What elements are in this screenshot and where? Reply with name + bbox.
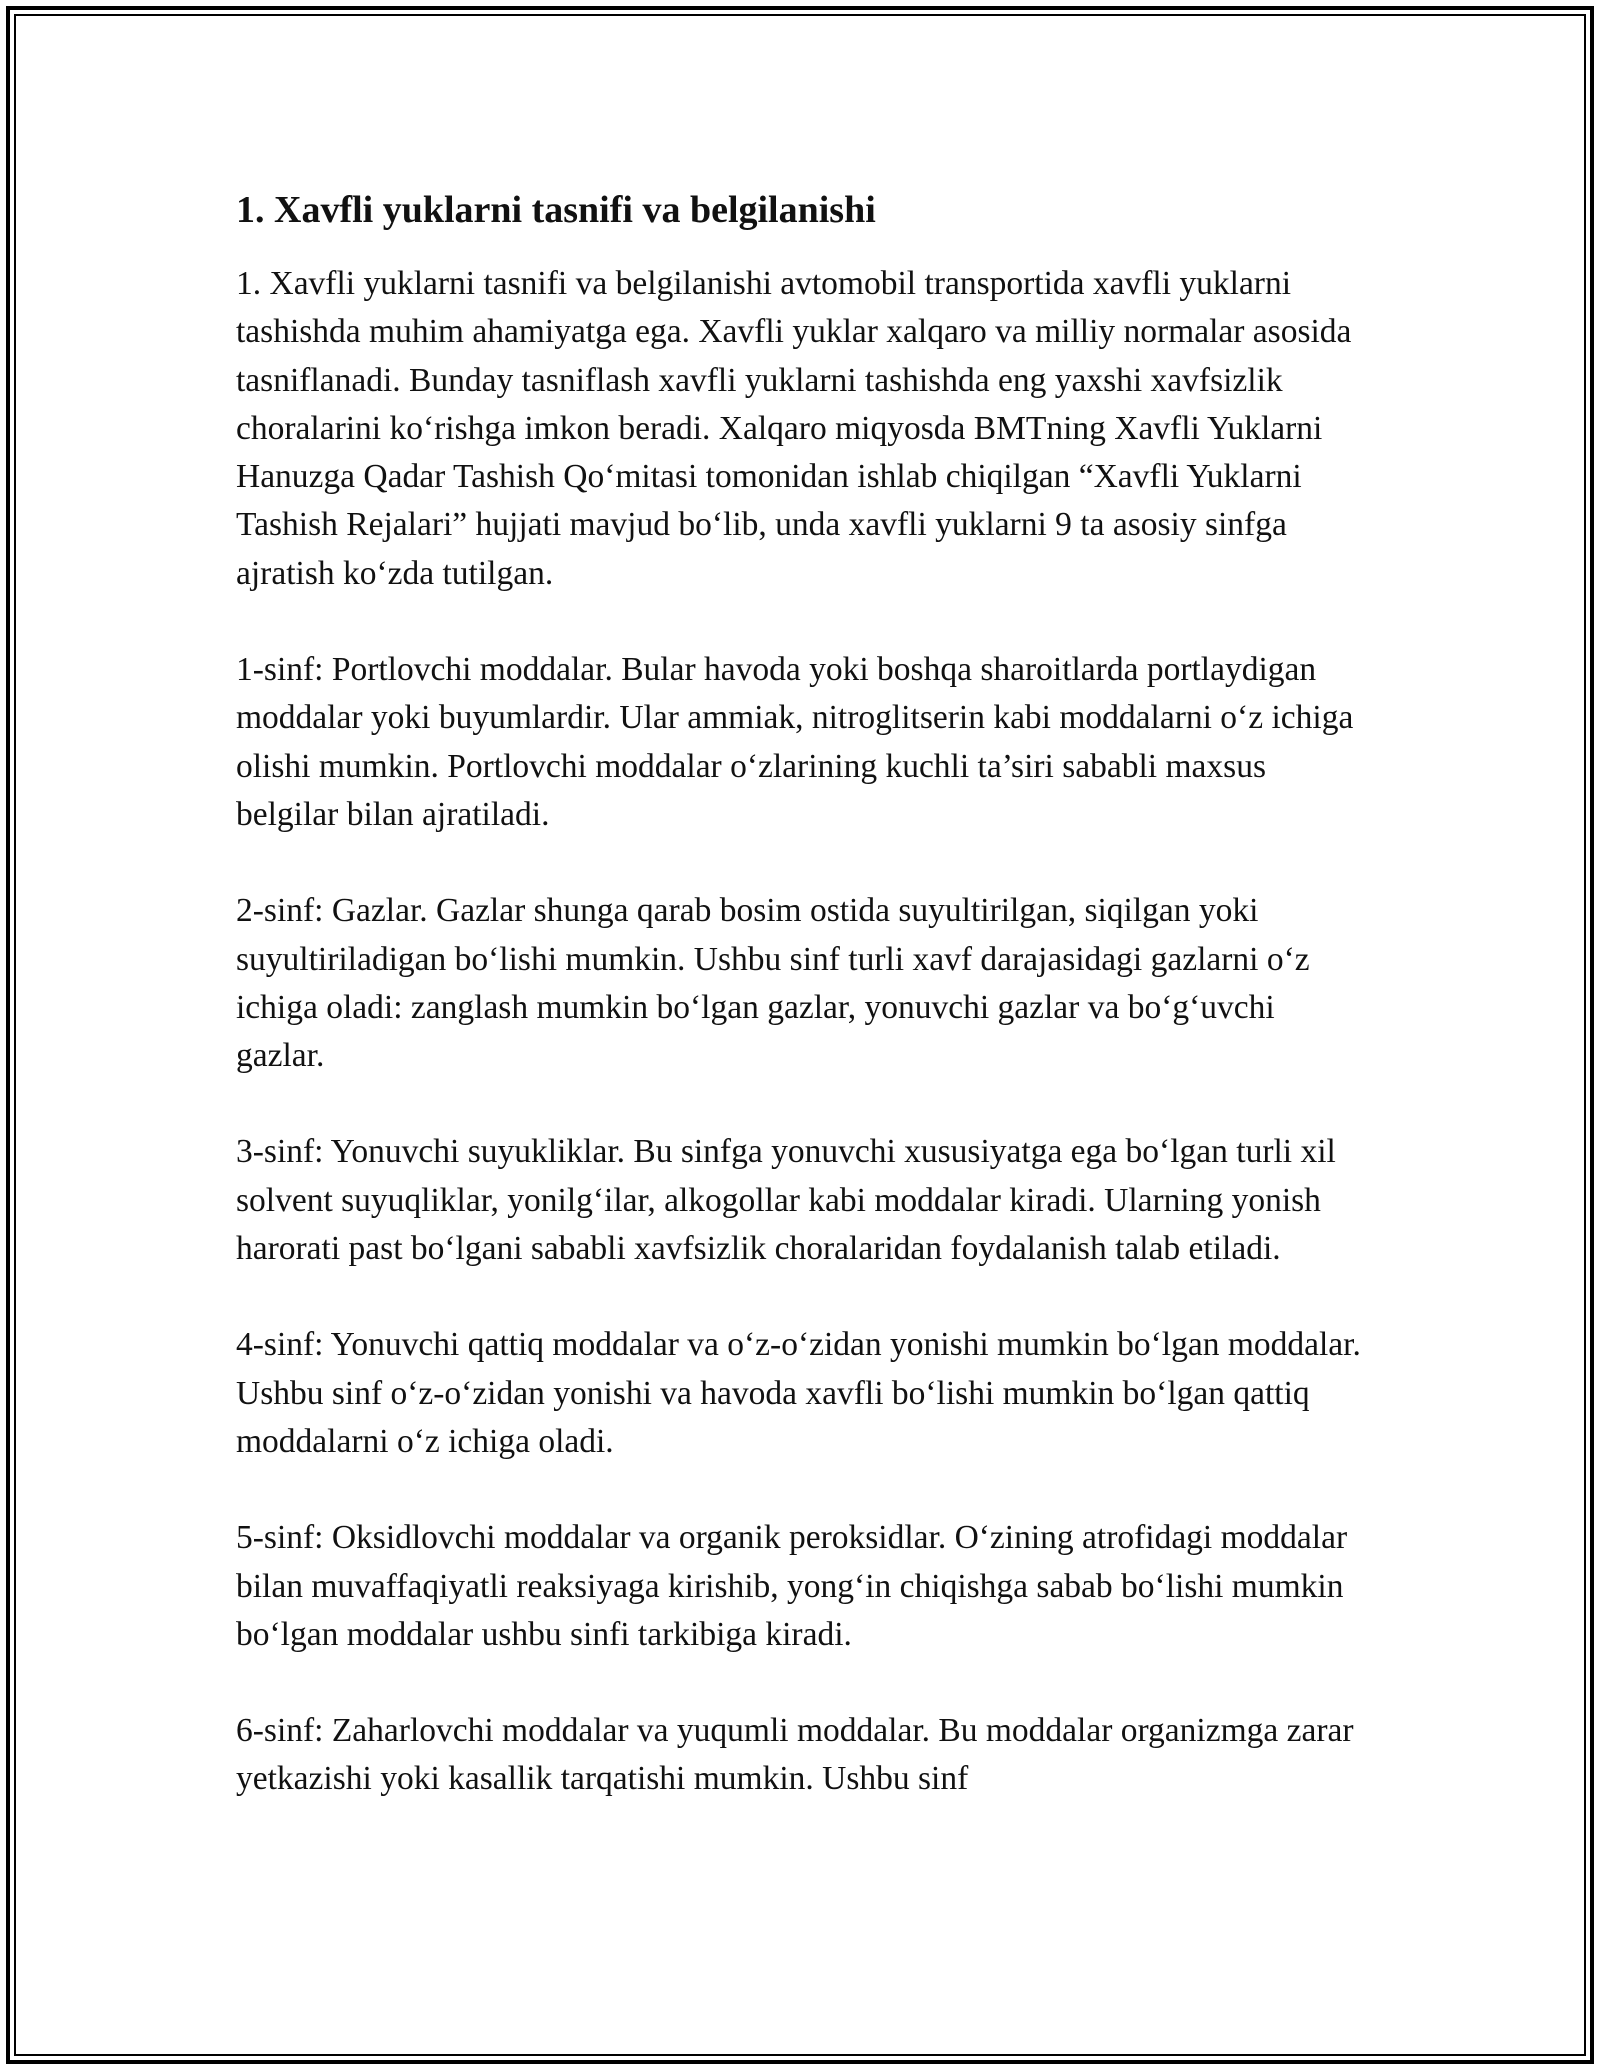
document-body — [236, 186, 1366, 1804]
paragraph-class-4: 4-sinf: Yonuvchi qattiq moddalar va oʻz-oʻzidan yonishi mumkin boʻlgan moddalar. Ushbu sinf oʻz-oʻzidan yonishi va havoda xavfli boʻlishi mumkin boʻlgan qattiq moddalarni oʻz ichiga oladi. — [236, 1326, 1361, 1460]
paragraph-intro: 1. Xavfli yuklarni tasnifi va belgilanishi avtomobil transportida xavfli yuklarni tashishda muhim ahamiyatga ega. Xavfli yuklar xalqaro va milliy normalar asosida tasniflanadi. Bunday tasniflash xavfli yuklarni tashishda eng yaxshi xavfsizlik choralarini koʻrishga imkon beradi. Xalqaro miqyosda BMTning Xavfli Yuklarni Hanuzga Qadar Tashish Qoʻmitasi tomonidan ishlab chiqilgan “Xavfli Yuklarni Tashish Rejalari” hujjati mavjud boʻlib, unda xavfli yuklarni 9 ta asosiy sinfga ajratish koʻzda tutilgan. — [236, 265, 1352, 592]
paragraph-class-5: 5-sinf: Oksidlovchi moddalar va organik peroksidlar. Oʻzining atrofidagi moddalar bilan muvaffaqiyatli reaksiyaga kirishib, yongʻin chiqishga sabab boʻlishi mumkin boʻlgan moddalar ushbu sinfi tarkibiga kiradi. — [236, 1519, 1348, 1653]
paragraph-class-3: 3-sinf: Yonuvchi suyukliklar. Bu sinfga yonuvchi xususiyatga ega boʻlgan turli xil solvent suyuqliklar, yonilgʻilar, alkogollar kabi moddalar kiradi. Ularning yonish harorati past boʻlgani sababli xavfsizlik choralaridan foydalanish talab etiladi. — [236, 1133, 1336, 1268]
paragraph-class-2: 2-sinf: Gazlar. Gazlar shunga qarab bosim ostida suyultirilgan, siqilgan yoki suyultiriladigan boʻlishi mumkin. Ushbu sinf turli xavf darajasidagi gazlarni oʻz ichiga oladi: zanglash mumkin boʻlgan gazlar, yonuvchi gazlar va boʻgʻuvchi gazlar. — [236, 892, 1310, 1075]
paragraph-class-1: 1-sinf: Portlovchi moddalar. Bular havoda yoki boshqa sharoitlarda portlaydigan moddalar yoki buyumlardir. Ular ammiak, nitroglitserin kabi moddalarni oʻz ichiga olishi mumkin. Portlovchi moddalar oʻzlarining kuchli ta’siri sababli maxsus belgilar bilan ajratiladi. — [236, 651, 1354, 833]
paragraph-class-6: 6-sinf: Zaharlovchi moddalar va yuqumli moddalar. Bu moddalar organizmga zarar yetkazishi yoki kasallik tarqatishi mumkin. Ushbu sinf — [236, 1712, 1354, 1798]
section-heading: 1. Xavfli yuklarni tasnifi va belgilanishi — [236, 189, 876, 231]
